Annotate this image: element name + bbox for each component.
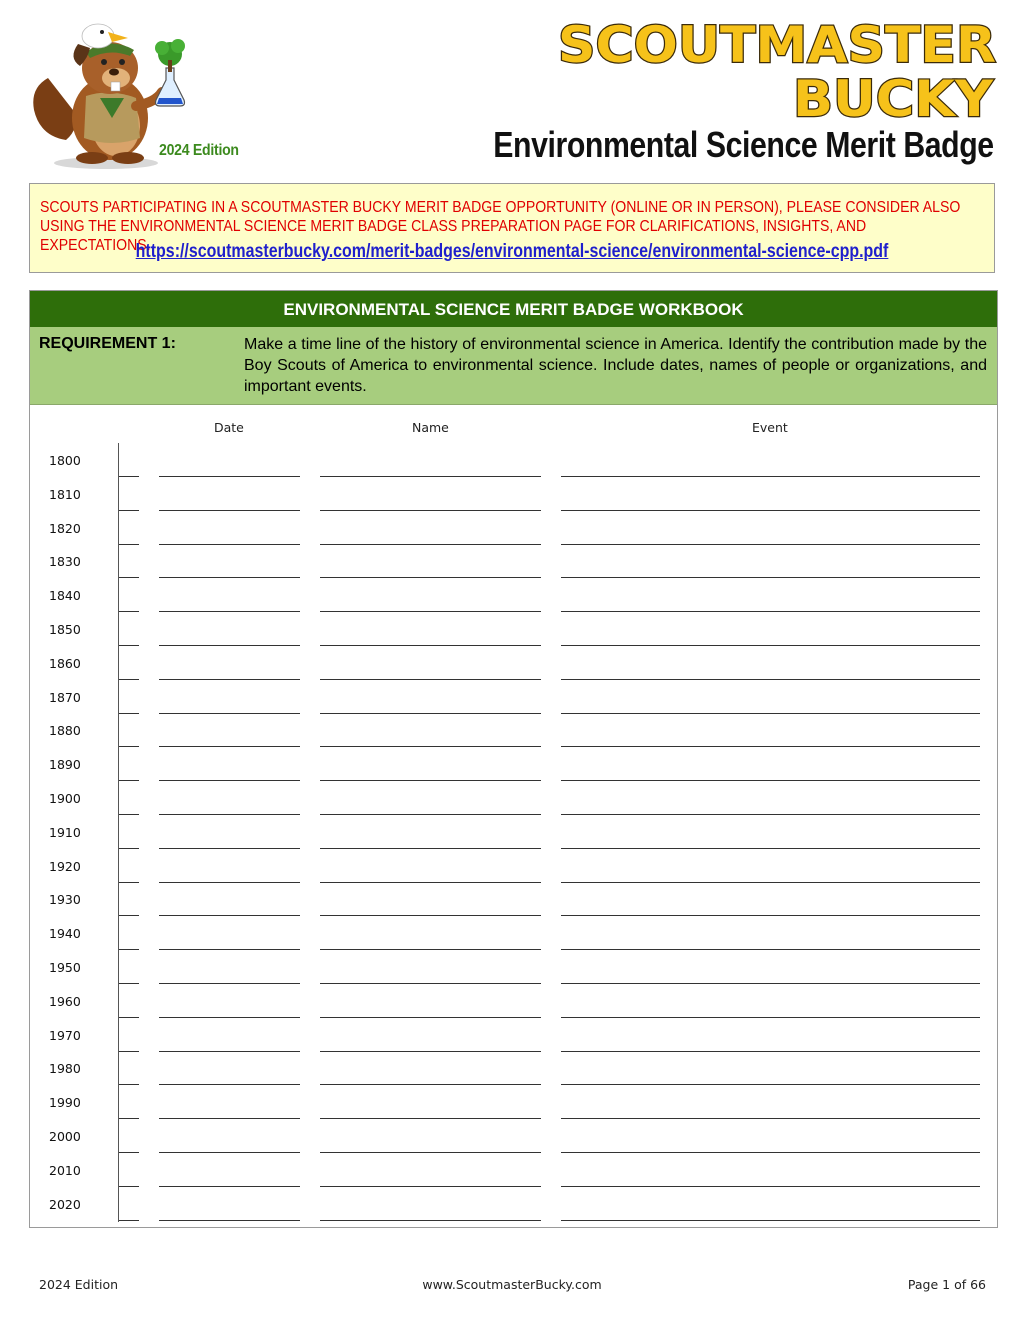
- date-line[interactable]: [159, 949, 300, 950]
- tick-line: [119, 1220, 139, 1221]
- year-label: 1970: [49, 1027, 81, 1043]
- cpp-link[interactable]: https://scoutmasterbucky.com/merit-badges/environmental-science/environmental-science-cpp.pdf: [135, 241, 889, 262]
- name-line[interactable]: [320, 949, 541, 950]
- year-label: 1840: [49, 588, 81, 604]
- event-line[interactable]: [561, 1220, 980, 1221]
- workbook-section: [29, 290, 998, 1228]
- name-line[interactable]: [320, 746, 541, 747]
- notice-link-row: [30, 241, 994, 263]
- column-header-date: Date: [214, 420, 244, 435]
- tick-line: [119, 1186, 139, 1187]
- year-label: 1960: [49, 993, 81, 1009]
- tick-line: [119, 510, 139, 511]
- tick-line: [119, 544, 139, 545]
- name-line[interactable]: [320, 780, 541, 781]
- year-label: 1820: [49, 520, 81, 536]
- footer-page-number: Page 1 of 66: [907, 1277, 986, 1292]
- tick-line: [119, 611, 139, 612]
- event-line[interactable]: [561, 882, 980, 883]
- date-line[interactable]: [159, 882, 300, 883]
- date-line[interactable]: [159, 645, 300, 646]
- tick-line: [119, 679, 139, 680]
- name-line[interactable]: [320, 983, 541, 984]
- year-label: 1940: [49, 926, 81, 942]
- column-header-name: Name: [412, 420, 449, 435]
- year-label: 1920: [49, 858, 81, 874]
- tick-line: [119, 1017, 139, 1018]
- name-line[interactable]: [320, 1152, 541, 1153]
- column-header-event: Event: [752, 420, 788, 435]
- date-line[interactable]: [159, 1084, 300, 1085]
- year-label: 1810: [49, 486, 81, 502]
- date-line[interactable]: [159, 746, 300, 747]
- name-line[interactable]: [320, 1118, 541, 1119]
- date-line[interactable]: [159, 510, 300, 511]
- tick-line: [119, 814, 139, 815]
- date-line[interactable]: [159, 476, 300, 477]
- event-line[interactable]: [561, 780, 980, 781]
- event-line[interactable]: [561, 1017, 980, 1018]
- name-line[interactable]: [320, 476, 541, 477]
- year-label: 2000: [49, 1129, 81, 1144]
- name-line[interactable]: [320, 713, 541, 714]
- timeline-axis: [118, 443, 119, 1222]
- name-line[interactable]: [320, 1017, 541, 1018]
- tick-line: [119, 1152, 139, 1153]
- event-line[interactable]: [561, 611, 980, 612]
- tick-line: [119, 882, 139, 883]
- edition-tag: 2024 Edition: [159, 142, 239, 159]
- requirement-text: Make a time line of the history of environmental science in America. Identify the contribution made by the Boy Scouts of America to environmental science. Include dates, names of people or organizations, and important events.: [244, 336, 987, 395]
- event-line[interactable]: [561, 1186, 980, 1187]
- notice-text: SCOUTS PARTICIPATING IN A SCOUTMASTER BUCKY MERIT BADGE OPPORTUNITY (ONLINE OR IN PERSON), PLEASE CONSIDER ALSO USING THE ENVIRONMENTAL SCIENCE MERIT BADGE CLASS PREPARATION PAGE FOR CLARIFICATIONS, INSIGHTS, AND EXPECTATIONS.: [40, 199, 961, 254]
- tick-line: [119, 1118, 139, 1119]
- tick-line: [119, 577, 139, 578]
- tick-line: [119, 848, 139, 849]
- date-line[interactable]: [159, 1152, 300, 1153]
- name-line[interactable]: [320, 645, 541, 646]
- event-line[interactable]: [561, 1152, 980, 1153]
- year-label: 1850: [49, 622, 81, 637]
- workbook-title: ENVIRONMENTAL SCIENCE MERIT BADGE WORKBOOK: [30, 291, 997, 327]
- footer-website: www.ScoutmasterBucky.com: [422, 1277, 602, 1292]
- event-line[interactable]: [561, 510, 980, 511]
- event-line[interactable]: [561, 544, 980, 545]
- year-label: 1980: [49, 1061, 81, 1077]
- year-label: 1800: [49, 453, 81, 468]
- year-label: 1900: [49, 791, 81, 806]
- date-line[interactable]: [159, 848, 300, 849]
- name-line[interactable]: [320, 510, 541, 511]
- year-label: 1950: [49, 960, 81, 975]
- date-line[interactable]: [159, 1051, 300, 1052]
- tick-line: [119, 1051, 139, 1052]
- year-label: 1910: [49, 824, 81, 840]
- year-label: 1870: [49, 689, 81, 705]
- date-line[interactable]: [159, 1220, 300, 1221]
- event-line[interactable]: [561, 814, 980, 815]
- date-line[interactable]: [159, 713, 300, 714]
- year-label: 1930: [49, 892, 81, 908]
- event-line[interactable]: [561, 915, 980, 916]
- name-line[interactable]: [320, 882, 541, 883]
- footer-edition: 2024 Edition: [39, 1277, 119, 1292]
- event-line[interactable]: [561, 848, 980, 849]
- name-line[interactable]: [320, 544, 541, 545]
- name-line[interactable]: [320, 848, 541, 849]
- requirement-label: REQUIREMENT 1:: [39, 335, 176, 352]
- logo-line-2: BUCKY: [793, 70, 994, 120]
- tick-line: [119, 713, 139, 714]
- tick-line: [119, 780, 139, 781]
- tick-line: [119, 645, 139, 646]
- event-line[interactable]: [561, 1084, 980, 1085]
- year-label: 1890: [49, 757, 81, 773]
- name-line[interactable]: [320, 1084, 541, 1085]
- name-line[interactable]: [320, 1051, 541, 1052]
- name-line[interactable]: [320, 915, 541, 916]
- year-label: 2020: [49, 1196, 81, 1212]
- year-label: 1830: [49, 554, 81, 570]
- name-line[interactable]: [320, 679, 541, 680]
- event-line[interactable]: [561, 746, 980, 747]
- event-line[interactable]: [561, 983, 980, 984]
- page-title: Environmental Science Merit Badge: [493, 124, 994, 165]
- tick-line: [119, 746, 139, 747]
- name-line[interactable]: [320, 1220, 541, 1221]
- tick-line: [119, 915, 139, 916]
- date-line[interactable]: [159, 544, 300, 545]
- event-line[interactable]: [561, 476, 980, 477]
- event-line[interactable]: [561, 949, 980, 950]
- date-line[interactable]: [159, 1017, 300, 1018]
- date-line[interactable]: [159, 679, 300, 680]
- name-line[interactable]: [320, 611, 541, 612]
- date-line[interactable]: [159, 780, 300, 781]
- date-line[interactable]: [159, 983, 300, 984]
- date-line[interactable]: [159, 814, 300, 815]
- year-label: 2010: [49, 1162, 81, 1178]
- year-label: 1860: [49, 655, 81, 671]
- event-line[interactable]: [561, 1118, 980, 1119]
- date-line[interactable]: [159, 915, 300, 916]
- name-line[interactable]: [320, 1186, 541, 1187]
- tick-line: [119, 983, 139, 984]
- event-line[interactable]: [561, 577, 980, 578]
- event-line[interactable]: [561, 645, 980, 646]
- tick-line: [119, 949, 139, 950]
- year-label: 1880: [49, 723, 81, 739]
- name-line[interactable]: [320, 814, 541, 815]
- requirement-bar: [30, 327, 997, 405]
- event-line[interactable]: [561, 713, 980, 714]
- date-line[interactable]: [159, 1186, 300, 1187]
- date-line[interactable]: [159, 577, 300, 578]
- tick-line: [119, 1084, 139, 1085]
- notice-box: [29, 183, 995, 273]
- name-line[interactable]: [320, 577, 541, 578]
- event-line[interactable]: [561, 1051, 980, 1052]
- tick-line: [119, 476, 139, 477]
- scoutmaster-bucky-logo: [555, 16, 1000, 120]
- year-label: 1990: [49, 1095, 81, 1111]
- date-line[interactable]: [159, 1118, 300, 1119]
- logo-line-1: SCOUTMASTER: [558, 16, 996, 74]
- date-line[interactable]: [159, 611, 300, 612]
- event-line[interactable]: [561, 679, 980, 680]
